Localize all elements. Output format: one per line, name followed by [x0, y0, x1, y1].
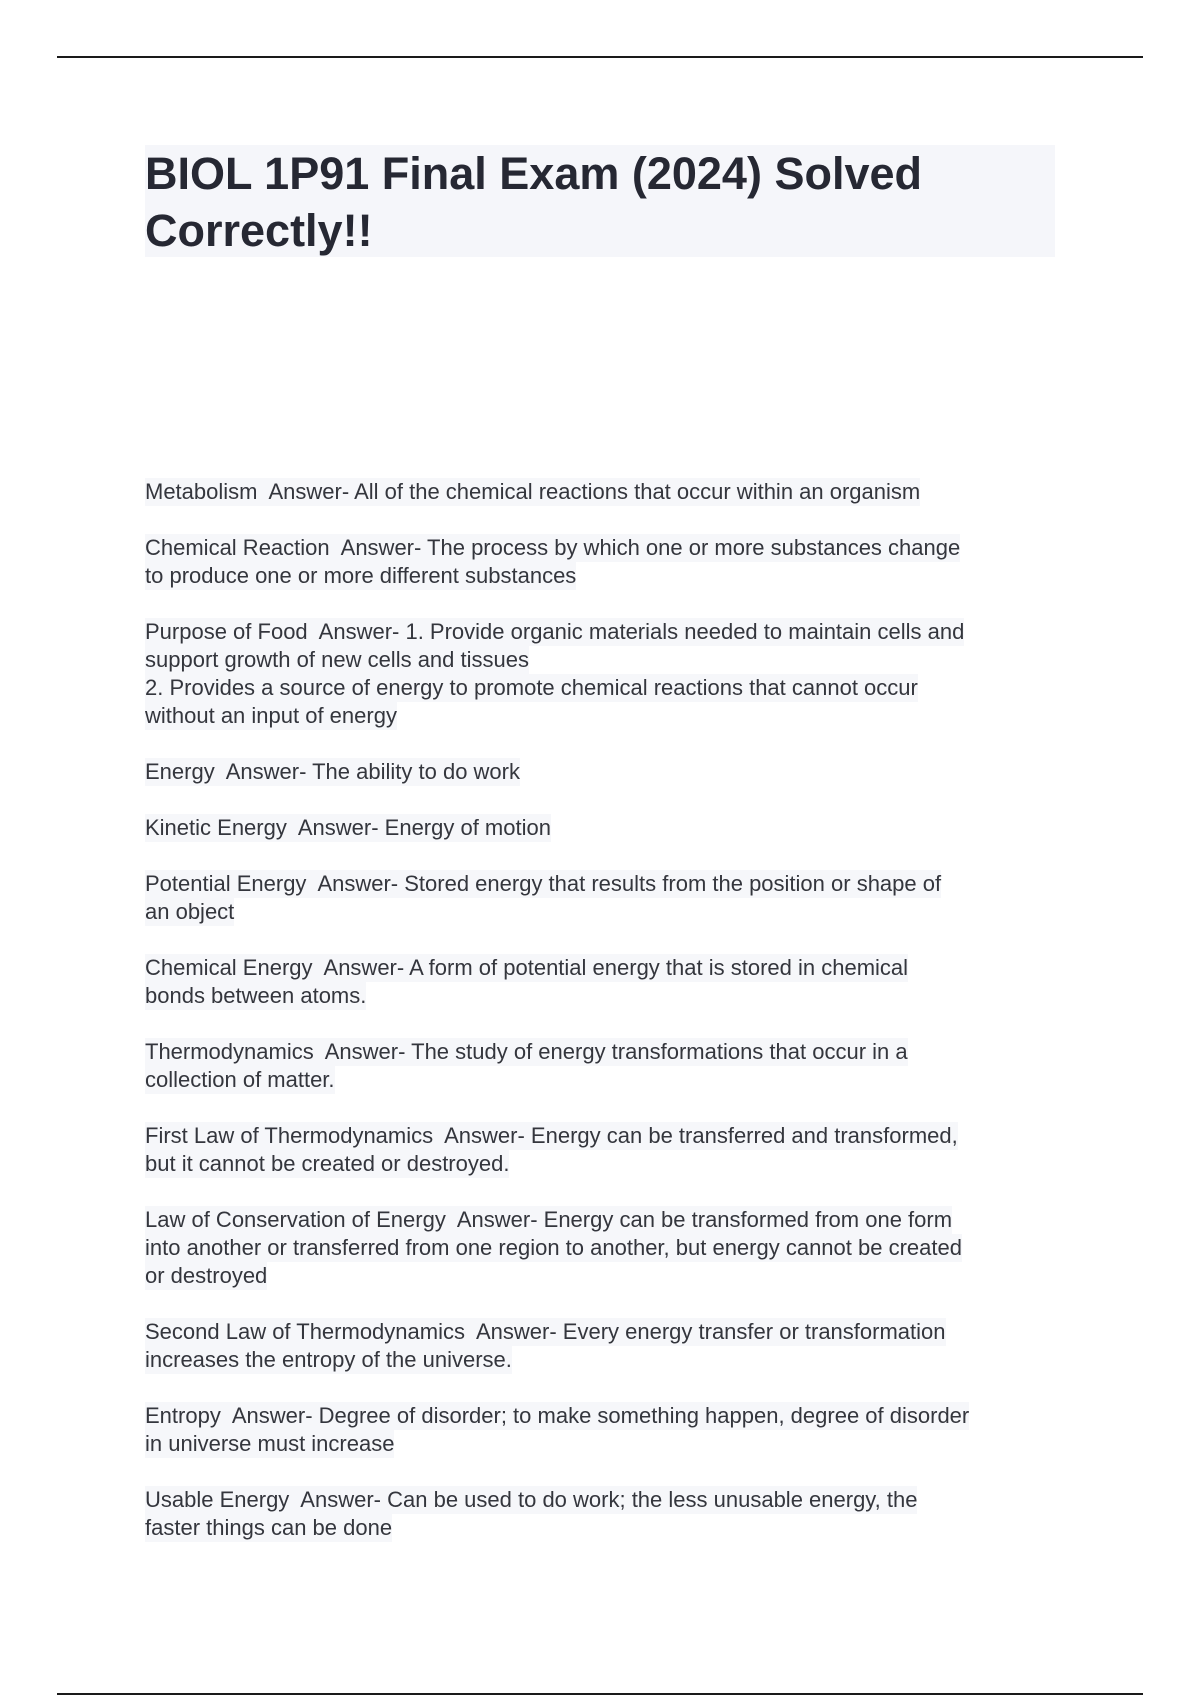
qa-list [145, 478, 1065, 1570]
qa-entry-line: collection of matter. [145, 1067, 335, 1092]
qa-entry [145, 758, 1065, 786]
qa-entry-line: Energy Answer- The ability to do work [145, 759, 520, 784]
qa-entry [145, 954, 1065, 1010]
qa-entry [145, 478, 1065, 506]
qa-entry-line: Chemical Reaction Answer- The process by which one or more substances change [145, 535, 961, 560]
qa-entry [145, 870, 1065, 926]
qa-entry-line: into another or transferred from one region to another, but energy cannot be created [145, 1235, 962, 1260]
qa-entry-line: support growth of new cells and tissues [145, 647, 529, 672]
qa-entry [145, 1486, 1065, 1542]
qa-entry-line: Kinetic Energy Answer- Energy of motion [145, 815, 551, 840]
qa-entry-line: Metabolism Answer- All of the chemical reactions that occur within an organism [145, 479, 921, 504]
qa-entry-line: Thermodynamics Answer- The study of energy transformations that occur in a [145, 1039, 908, 1064]
qa-entry [145, 1402, 1065, 1458]
title-block [145, 145, 1055, 257]
qa-entry-line: First Law of Thermodynamics Answer- Energy can be transferred and transformed, [145, 1123, 958, 1148]
qa-entry-line: to produce one or more different substances [145, 563, 577, 588]
qa-entry-line: Entropy Answer- Degree of disorder; to make something happen, degree of disorder [145, 1403, 970, 1428]
qa-entry [145, 534, 1065, 590]
qa-entry-line: Second Law of Thermodynamics Answer- Every energy transfer or transformation [145, 1319, 946, 1344]
qa-entry [145, 618, 1065, 730]
qa-entry-line: Chemical Energy Answer- A form of potential energy that is stored in chemical [145, 955, 909, 980]
qa-entry-line: without an input of energy [145, 703, 397, 728]
qa-entry-line: bonds between atoms. [145, 983, 367, 1008]
qa-entry [145, 1038, 1065, 1094]
qa-entry-line: faster things can be done [145, 1515, 393, 1540]
qa-entry [145, 814, 1065, 842]
page-title [145, 145, 1055, 259]
qa-entry-line: 2. Provides a source of energy to promote chemical reactions that cannot occur [145, 675, 918, 700]
qa-entry [145, 1318, 1065, 1374]
qa-entry-line: Usable Energy Answer- Can be used to do work; the less unusable energy, the [145, 1487, 918, 1512]
qa-entry-line: or destroyed [145, 1263, 268, 1288]
page-title-line-1: BIOL 1P91 Final Exam (2024) Solved [145, 148, 922, 199]
top-rule [57, 56, 1143, 58]
qa-entry [145, 1122, 1065, 1178]
qa-entry-line: but it cannot be created or destroyed. [145, 1151, 510, 1176]
qa-entry-line: increases the entropy of the universe. [145, 1347, 512, 1372]
qa-entry-line: Law of Conservation of Energy Answer- Energy can be transformed from one form [145, 1207, 953, 1232]
qa-entry-line: an object [145, 899, 235, 924]
qa-entry-line: in universe must increase [145, 1431, 395, 1456]
qa-entry-line: Potential Energy Answer- Stored energy that results from the position or shape of [145, 871, 942, 896]
page-title-line-2: Correctly!! [145, 205, 373, 256]
bottom-rule [57, 1693, 1143, 1695]
qa-entry [145, 1206, 1065, 1290]
qa-entry-line: Purpose of Food Answer- 1. Provide organic materials needed to maintain cells and [145, 619, 965, 644]
